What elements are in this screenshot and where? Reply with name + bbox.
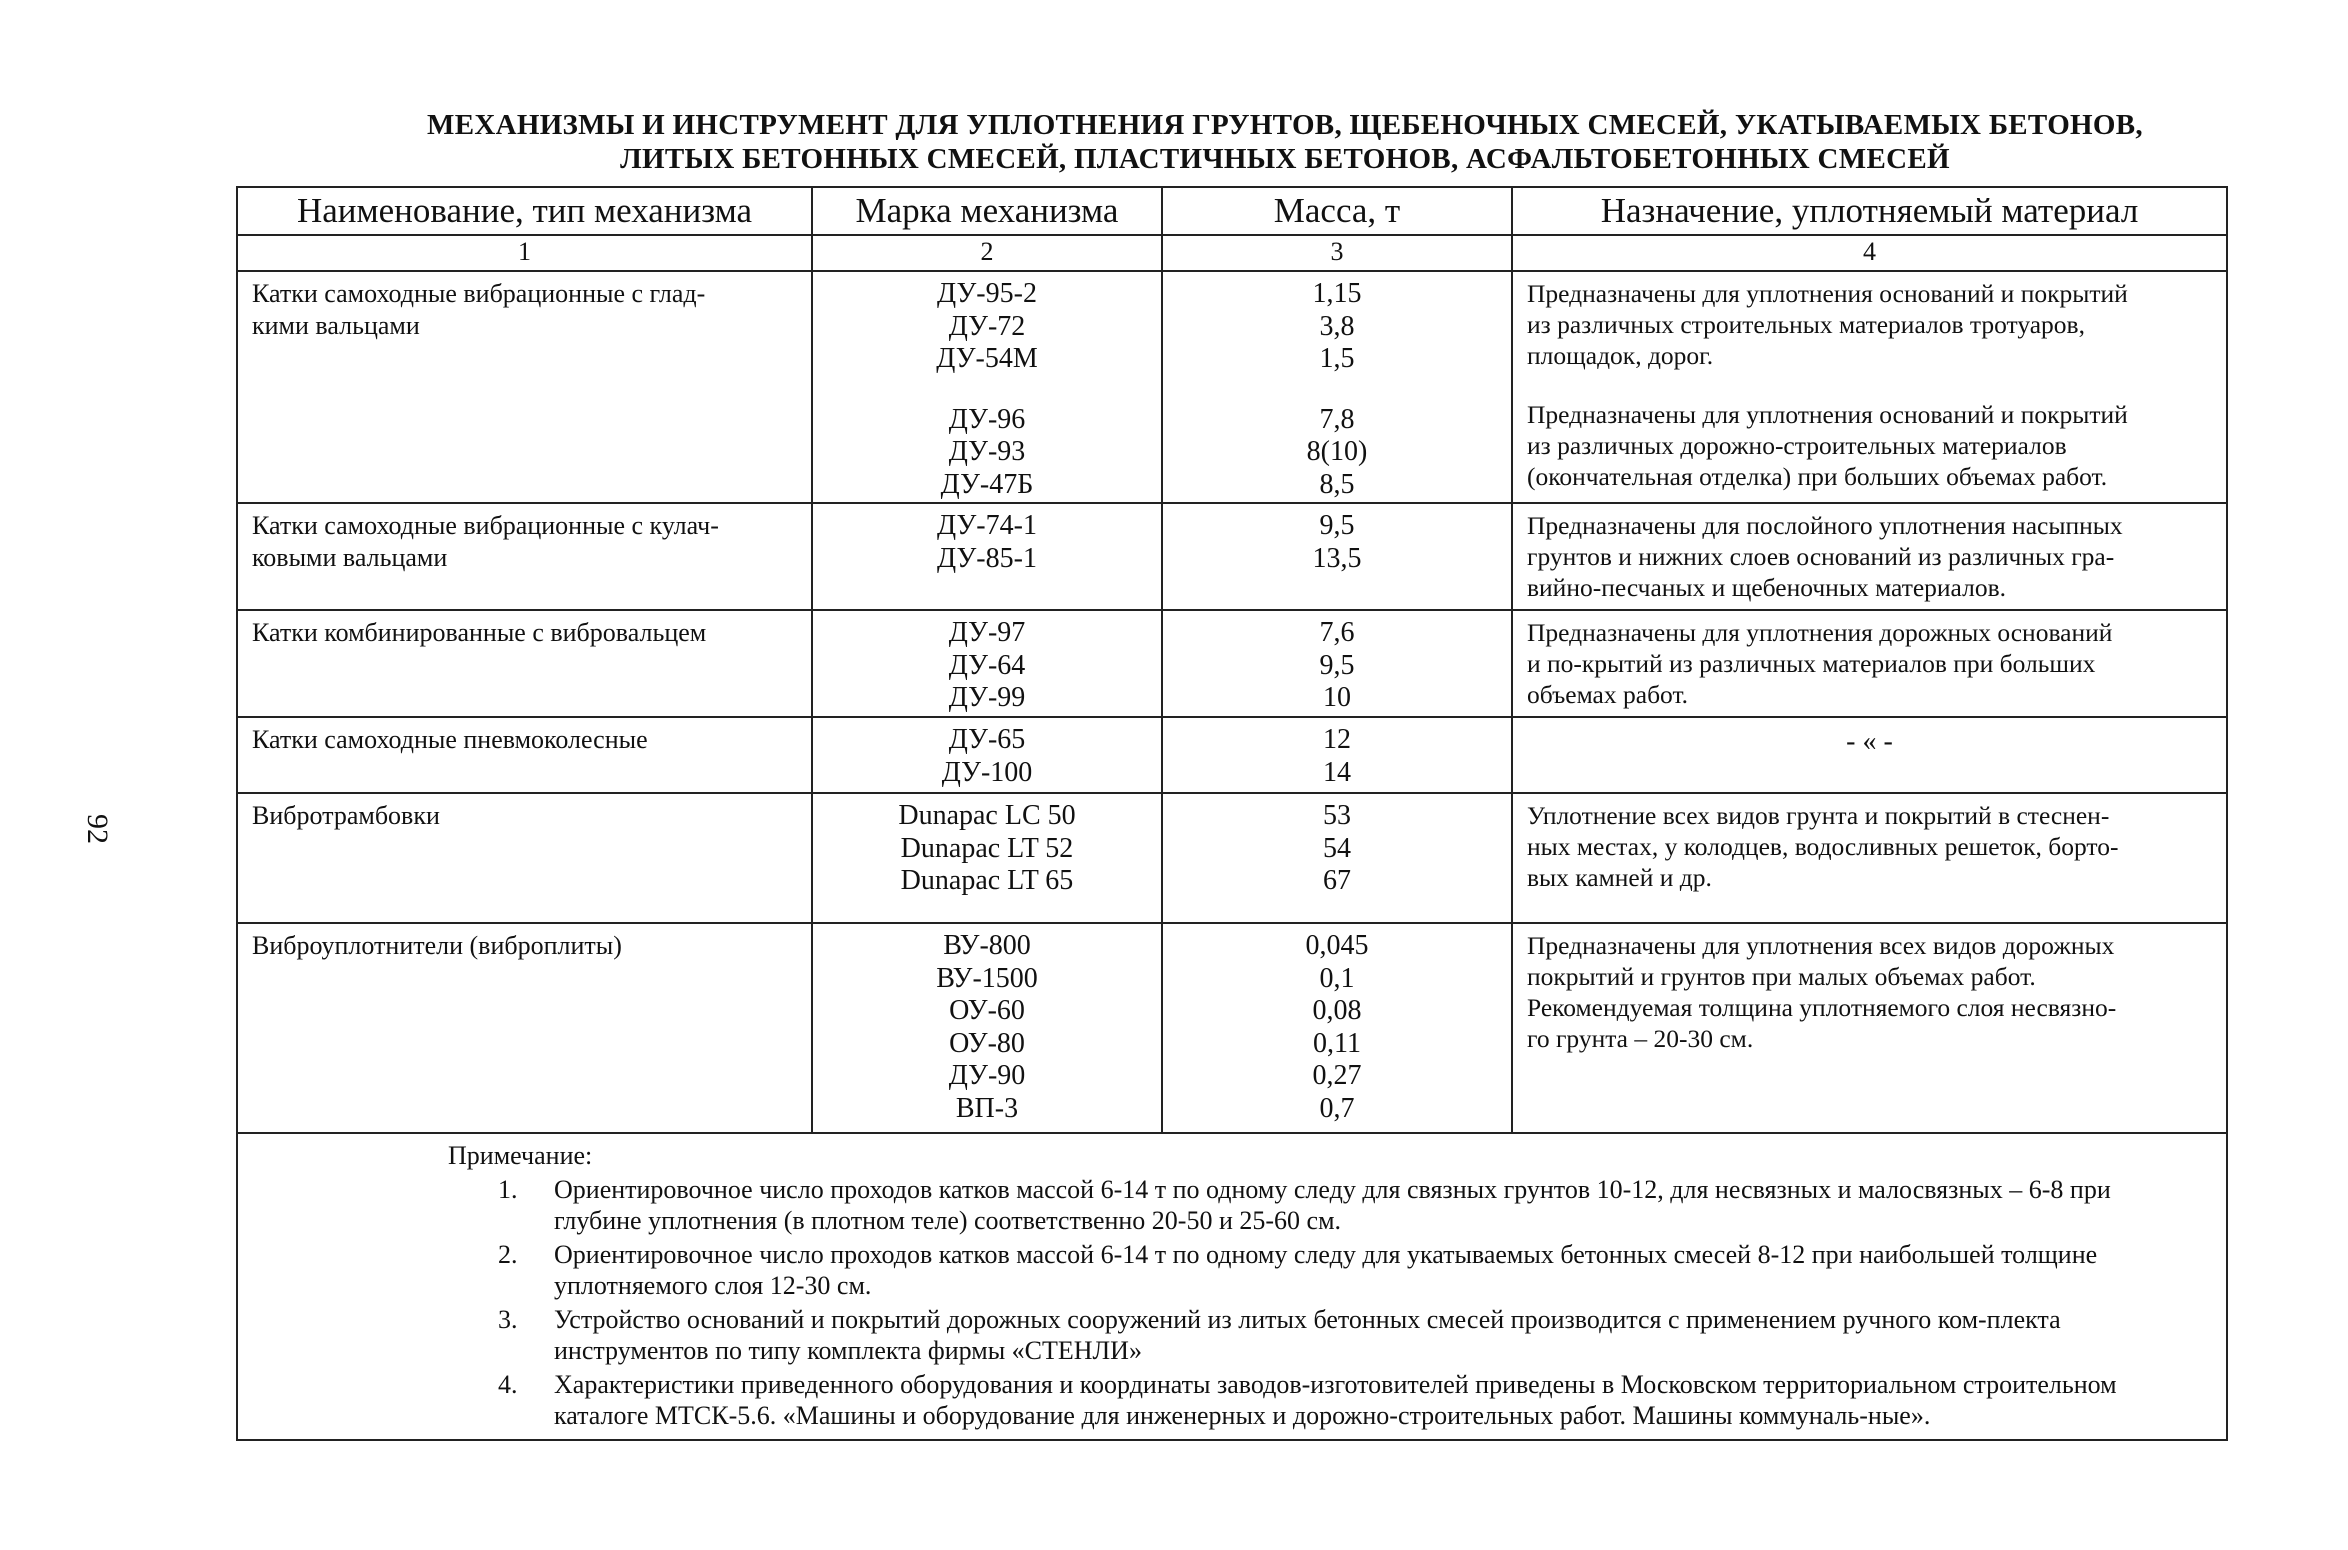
mass-value: 7,6: [1319, 617, 1355, 648]
table-row: [237, 503, 2227, 610]
purpose-line: Рекомендуемая толщина уплотняемого слоя несвязно-: [1527, 993, 2117, 1022]
header-purpose: Назначение, уплотняемый материал: [1512, 187, 2227, 235]
model-value: ДУ-96: [948, 403, 1026, 435]
mass-value: 9,5: [1319, 510, 1355, 541]
equipment-table: [236, 186, 2228, 1441]
model-value: ДУ-47Б: [940, 468, 1034, 500]
page-number: 92: [81, 814, 114, 844]
model-value: ДУ-100: [941, 756, 1033, 788]
purpose-line: из различных строительных материалов тротуаров,: [1527, 310, 2085, 339]
table-row: [237, 610, 2227, 717]
model-value: ДУ-65: [948, 724, 1026, 755]
model-value: ДУ-93: [948, 436, 1026, 467]
mass-cell: [1162, 717, 1512, 793]
table-row: [237, 717, 2227, 793]
equipment-type-line: Вибротрамбовки: [252, 801, 440, 830]
mass-value: 14: [1323, 756, 1351, 788]
model-value: ДУ-85-1: [937, 542, 1037, 574]
ditto-mark: - « -: [1512, 717, 2227, 793]
equipment-type-line: Катки комбинированные с вибровальцем: [252, 618, 707, 647]
table-row: [237, 923, 2227, 1133]
header-name: Наименование, тип механизма: [237, 187, 812, 235]
purpose-line: вийно-песчаных и щебеночных материалов.: [1527, 573, 2006, 602]
model-value: ДУ-97: [948, 617, 1026, 648]
column-number: 3: [1162, 235, 1512, 271]
note-number: 1.: [498, 1175, 518, 1204]
model-value: ДУ-95-2: [937, 278, 1037, 309]
note-number: 2.: [498, 1240, 518, 1269]
title-line-2: ЛИТЫХ БЕТОННЫХ СМЕСЕЙ, ПЛАСТИЧНЫХ БЕТОНОВ, АСФАЛЬТОБЕТОННЫХ СМЕСЕЙ: [620, 143, 1950, 175]
model-cell: [812, 793, 1162, 923]
mass-value: 1,15: [1312, 278, 1362, 309]
purpose-line: Предназначены для уплотнения оснований и покрытий: [1527, 400, 2128, 429]
mass-value: 54: [1323, 832, 1351, 864]
column-number: 1: [237, 235, 812, 271]
header-mass: Масса, т: [1162, 187, 1512, 235]
equipment-type-line: ковыми вальцами: [252, 543, 448, 572]
purpose-line: Предназначены для уплотнения всех видов дорожных: [1527, 931, 2115, 960]
purpose-line: Предназначены для послойного уплотнения насыпных: [1527, 511, 2123, 540]
equipment-type-line: Катки самоходные вибрационные с глад-: [252, 279, 706, 308]
purpose-cell: [1512, 610, 2227, 717]
mass-value: 0,045: [1305, 930, 1369, 961]
model-value: ВУ-1500: [936, 962, 1038, 994]
purpose-line: Предназначены для уплотнения оснований и покрытий: [1527, 279, 2128, 308]
mass-cell: [1162, 271, 1512, 503]
table-row: [237, 271, 2227, 503]
purpose-line: из различных дорожно-строительных материалов: [1527, 431, 2067, 460]
model-cell: [812, 503, 1162, 610]
header-row: [237, 187, 2227, 235]
mass-value: 53: [1323, 800, 1351, 831]
mass-value: 13,5: [1312, 542, 1362, 574]
note-text: Устройство оснований и покрытий дорожных сооружений из литых бетонных смесей производится с применением ручного ком-плекта инструментов по типу комплекта фирмы «СТЕНЛИ»: [554, 1305, 2061, 1365]
notes-heading: Примечание:: [448, 1141, 593, 1170]
mass-cell: [1162, 793, 1512, 923]
mass-value: 3,8: [1319, 310, 1355, 342]
model-value: ДУ-99: [948, 682, 1026, 713]
model-value: ДУ-90: [948, 1060, 1026, 1091]
equipment-type-line: Катки самоходные пневмоколесные: [252, 725, 648, 754]
note-text: Ориентировочное число проходов катков массой 6-14 т по одному следу для укатываемых бетонных смесей 8-12 при наибольшей толщине уплотняемого слоя 12-30 см.: [554, 1240, 2098, 1300]
equipment-type-cell: [237, 271, 812, 503]
note-number: 4.: [498, 1370, 518, 1399]
note-item: [238, 1304, 2226, 1366]
model-cell: [812, 717, 1162, 793]
note-text: Ориентировочное число проходов катков массой 6-14 т по одному следу для связных грунтов 10-12, для несвязных и малосвязных – 6-8 при глубине уплотнения (в плотном теле) соответственно 20-50 и 25-60 см.: [554, 1175, 2111, 1235]
purpose-line: го грунта – 20-30 см.: [1527, 1024, 1754, 1053]
header-model: Марка механизма: [812, 187, 1162, 235]
note-item: [238, 1239, 2226, 1301]
purpose-line: (окончательная отделка) при больших объемах работ.: [1527, 462, 2108, 491]
notes-cell: [237, 1133, 2227, 1440]
document-title: [410, 108, 2160, 176]
purpose-cell: [1512, 271, 2227, 503]
model-value: Dunapac LT 52: [900, 832, 1074, 864]
model-value: ОУ-60: [949, 995, 1025, 1026]
purpose-cell: [1512, 923, 2227, 1133]
purpose-line: грунтов и нижних слоев оснований из различных гра-: [1527, 542, 2115, 571]
mass-cell: [1162, 503, 1512, 610]
column-number: 4: [1512, 235, 2227, 271]
equipment-type-cell: [237, 503, 812, 610]
model-value: ВУ-800: [943, 930, 1031, 961]
mass-value: 8,5: [1319, 468, 1355, 500]
equipment-type-line: Виброуплотнители (виброплиты): [252, 931, 622, 960]
purpose-line: объемах работ.: [1527, 680, 1689, 709]
model-value: ДУ-54М: [936, 343, 1038, 374]
mass-value: 67: [1323, 865, 1351, 896]
notes-row: [237, 1133, 2227, 1440]
model-value: ДУ-64: [948, 649, 1026, 681]
mass-value: 1,5: [1319, 343, 1355, 374]
equipment-type-cell: [237, 923, 812, 1133]
column-number-row: [237, 235, 2227, 271]
table-row: [237, 793, 2227, 923]
model-value: Dunapac LC 50: [898, 800, 1076, 831]
purpose-line: площадок, дорог.: [1527, 341, 1714, 370]
mass-value: 0,7: [1319, 1092, 1355, 1124]
mass-value: 0,1: [1319, 962, 1355, 994]
equipment-type-line: кими вальцами: [252, 311, 420, 340]
model-cell: [812, 271, 1162, 503]
purpose-line: и по-крытий из различных материалов при больших: [1527, 649, 2096, 678]
title-line-1: МЕХАНИЗМЫ И ИНСТРУМЕНТ ДЛЯ УПЛОТНЕНИЯ ГРУНТОВ, ЩЕБЕНОЧНЫХ СМЕСЕЙ, УКАТЫВАЕМЫХ БЕТОНОВ,: [427, 109, 2143, 141]
model-cell: [812, 610, 1162, 717]
note-number: 3.: [498, 1305, 518, 1334]
purpose-cell: [1512, 793, 2227, 923]
note-item: [238, 1174, 2226, 1236]
model-value: Dunapac LT 65: [900, 865, 1074, 896]
mass-value: 0,27: [1312, 1060, 1362, 1091]
purpose-line: Предназначены для уплотнения дорожных оснований: [1527, 618, 2113, 647]
mass-value: 10: [1323, 682, 1351, 713]
mass-value: 8(10): [1306, 436, 1368, 467]
purpose-line: покрытий и грунтов при малых объемах работ.: [1527, 962, 2036, 991]
note-text: Характеристики приведенного оборудования и координаты заводов-изготовителей приведены в Московском территориальном строительном каталоге МТСК-5.6. «Машины и оборудование для инженерных и дорожно-строительных работ. Машины коммуналь-ные».: [554, 1370, 2117, 1430]
mass-cell: [1162, 610, 1512, 717]
model-cell: [812, 923, 1162, 1133]
note-item: [238, 1369, 2226, 1431]
column-number: 2: [812, 235, 1162, 271]
equipment-type-cell: [237, 717, 812, 793]
model-value: ДУ-72: [948, 310, 1026, 342]
purpose-cell: [1512, 503, 2227, 610]
equipment-type-cell: [237, 793, 812, 923]
purpose-line: вых камней и др.: [1527, 863, 1712, 892]
mass-cell: [1162, 923, 1512, 1133]
model-value: ВП-3: [955, 1092, 1019, 1124]
mass-value: 7,8: [1319, 403, 1355, 435]
equipment-type-line: Катки самоходные вибрационные с кулач-: [252, 511, 719, 540]
model-value: ОУ-80: [949, 1027, 1025, 1059]
purpose-line: ных местах, у колодцев, водосливных решеток, борто-: [1527, 832, 2119, 861]
mass-value: 0,11: [1313, 1027, 1361, 1059]
purpose-line: Уплотнение всех видов грунта и покрытий в стеснен-: [1527, 801, 2110, 830]
model-value: ДУ-74-1: [937, 510, 1037, 541]
mass-value: 0,08: [1312, 995, 1362, 1026]
mass-value: 9,5: [1319, 649, 1355, 681]
equipment-type-cell: [237, 610, 812, 717]
mass-value: 12: [1323, 724, 1351, 755]
